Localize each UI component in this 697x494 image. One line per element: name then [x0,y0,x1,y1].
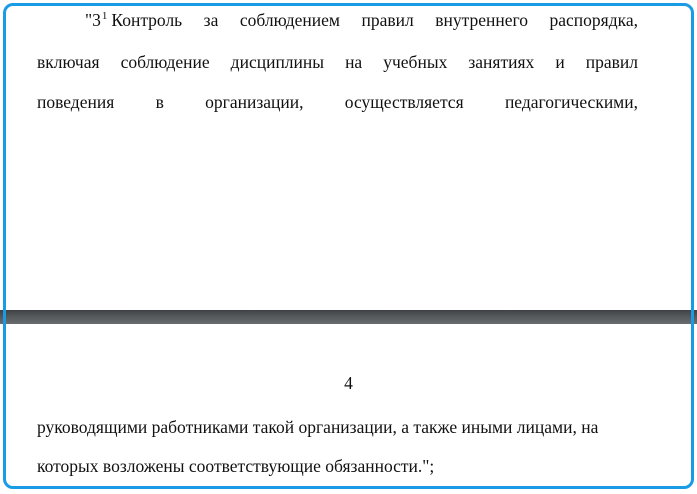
text-line-1 [85,9,638,34]
word: поведения [37,92,115,112]
word: организации, [205,92,304,112]
word: осуществляется [344,92,464,112]
page-separator [0,310,697,324]
word: включая [37,52,100,72]
word: в [155,92,164,112]
word: и [555,52,565,72]
clause-number [85,9,182,34]
word: на [345,52,363,72]
word: правил [585,52,638,72]
text-line-3 [37,91,638,113]
page-number: 4 [344,373,353,393]
document-page-bottom [0,324,697,494]
clause-number-main: "3 [85,10,101,30]
word: Контроль [111,10,183,30]
word: соблюдение [120,52,210,72]
word: дисциплины [230,52,325,72]
word: за [203,10,219,30]
word: внутреннего [435,10,529,30]
word: правил [361,10,414,30]
text-line-5: которых возложены соответствующие обязанности."; [37,456,435,476]
word: распорядка, [549,10,638,30]
word: учебных [383,52,448,72]
word: педагогическими, [504,92,638,112]
clause-number-superscript: 1 [101,10,108,22]
word: соблюдением [239,10,341,30]
text-line-4: руководящими работниками такой организации, а также иными лицами, на [37,417,599,437]
word: занятиях [468,52,535,72]
text-line-2 [37,51,638,73]
